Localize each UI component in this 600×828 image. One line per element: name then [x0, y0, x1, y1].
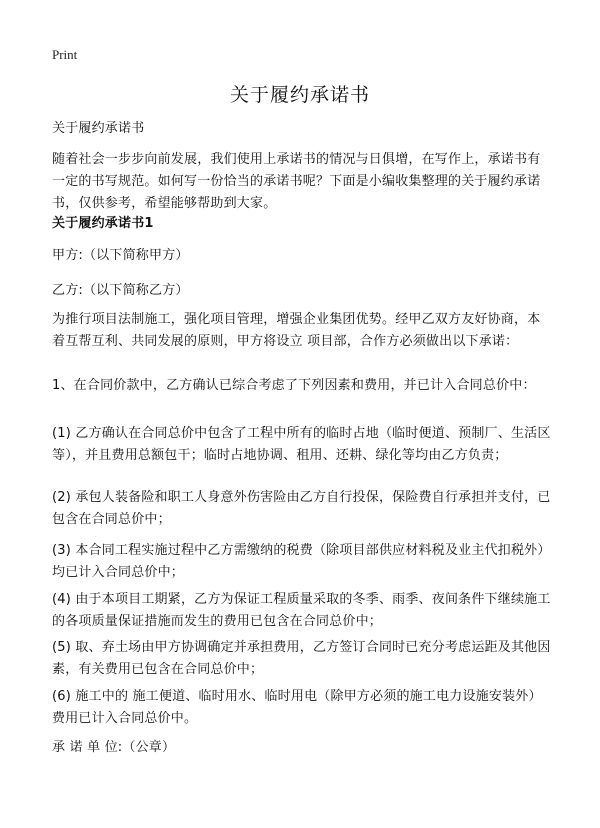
signature-line: 承 诺 单 位:（公章）	[52, 740, 176, 755]
section-heading: 关于履约承诺书1	[52, 216, 154, 231]
clause-item-5: (5) 取、弃土场由甲方协调确定并承担费用，乙方签订合同时已充分考虑运距及其他因素，有关费用已包含在合同总价中；	[52, 640, 551, 677]
clause-item-4: (4) 由于本项目工期紧，乙方为保证工程质量采取的冬季、雨季、夜间条件下继续施工的各项质量保证措施而发生的费用已包含在合同总价中；	[52, 592, 551, 629]
print-link[interactable]: Print	[52, 47, 78, 62]
document-title: 关于履约承诺书	[229, 84, 370, 106]
clause-item-6: (6) 施工中的 施工便道、临时用水、临时用电（除甲方必须的施工电力设施安装外）费用已计入合同总价中。	[52, 689, 542, 726]
document-subtitle: 关于履约承诺书	[52, 121, 145, 136]
clause-item-1: (1) 乙方确认在合同总价中包含了工程中所有的临时占地（临时便道、预制厂、生活区等），并且费用总额包干；临时占地协调、租用、还耕、绿化等均由乙方负责；	[52, 426, 551, 463]
intro-paragraph: 随着社会一步步向前发展，我们使用上承诺书的情况与日俱增，在写作上，承诺书有一定的书写规范。如何写一份恰当的承诺书呢？下面是小编收集整理的关于履约承诺书，仅供参考，希望能够帮助到大家。	[52, 152, 541, 211]
party-a-line: 甲方:（以下简称甲方）	[52, 248, 189, 263]
preamble-paragraph: 为推行项目法制施工，强化项目管理，增强企业集团优势。经甲乙双方友好协商，本着互帮互利、共同发展的原则，甲方将设立 项目部，合作方必须做出以下承诺：	[52, 312, 541, 349]
party-b-line: 乙方:（以下简称乙方）	[52, 283, 189, 298]
clause-item-2: (2) 承包人装备险和职工人身意外伤害险由乙方自行投保，保险费自行承担并支付，已包含在合同总价中；	[52, 490, 551, 527]
clause-1: 1、在合同价款中，乙方确认已综合考虑了下列因素和费用，并已计入合同总价中：	[52, 378, 536, 393]
clause-item-3: (3) 本合同工程实施过程中乙方需缴纳的税费（除项目部供应材料税及业主代扣税外）均已计入合同总价中；	[52, 543, 551, 580]
